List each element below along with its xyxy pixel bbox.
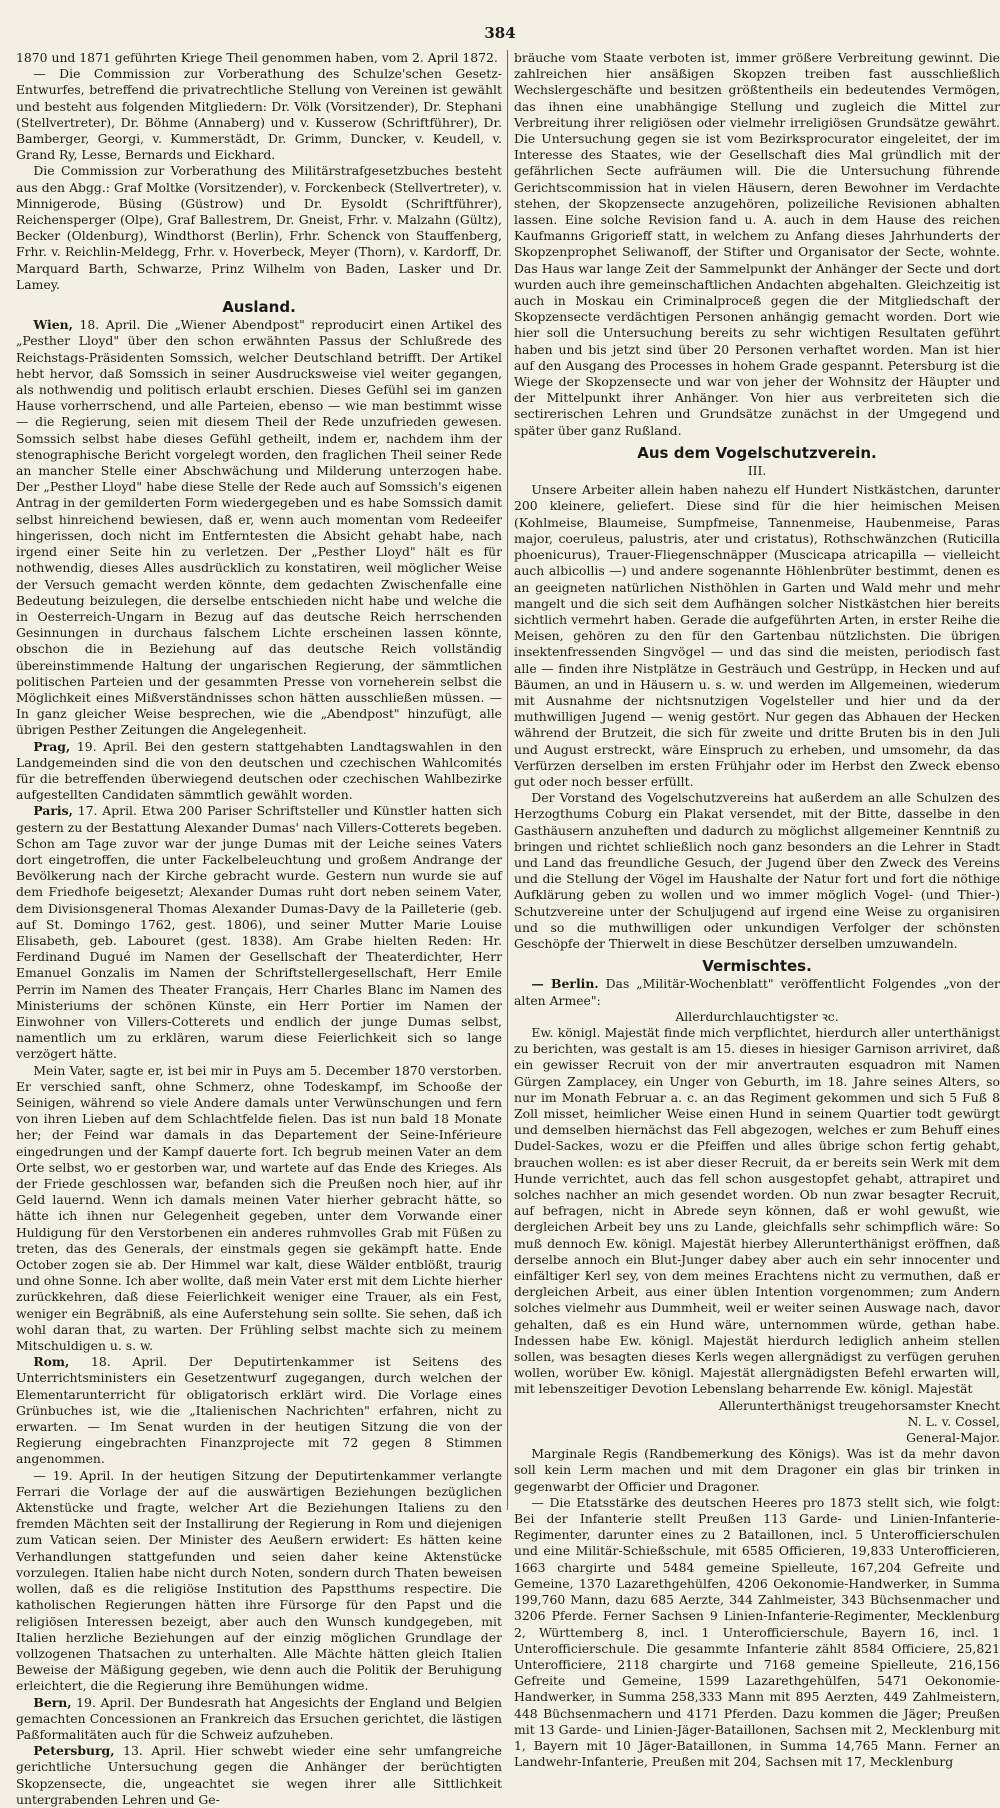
paragraph: bräuche vom Staate verboten ist, immer größere Verbreitung gewinnt. Die zahlreichen hier ansäßigen Skopzen treiben fast ausschließlich Wechslergeschäfte und besitzen größtentheils ein bedeutendes Vermögen, das ihnen eine unabhängige Stellung und zugleich die Mittel zur Verbreitung ihrer religiösen oder vielmehr irreligiösen Grundsätze gewährt. Die Untersuchung gegen sie ist vom Bezirksprocurator eingeleitet, der im Interesse des Staates, wie der Gesellschaft dies Mal gründlich mit der gefährlichen Secte aufräumen will. Die die Untersuchung führende Gerichtscommission hat in vielen Häusern, deren Bewohner im Verdachte stehen, der Skopzensecte anzugehören, polizeiliche Revisionen abhalten lassen. Eine solche Revision fand u. A. auch in dem Hause des reichen Kaufmanns Grigorieff statt, in welchem zu Anfang dieses Jahrhunderts der Skopzenprophet Seliwanoff, der Stifter und Organisator der Secte, wohnte. Das Haus war lange Zeit der Sammelpunkt der Anhänger der Secte und dort wurden auch ihre gemeinschaftlichen Andachten abgehalten. Gleichzeitig ist auch in Moskau ein Criminalproceß gegen die der Mitgliedschaft der Skopzensecte verdächtigen Personen anhängig gemacht worden. Dort wie hier soll die Untersuchung bereits zu sehr wichtigen Resultaten geführt haben und bis jetzt sind über 20 Personen verhaftet worden. Man ist hier auf den Ausgang des Processes in hohem Grade gespannt. Petersburg ist die Wiege der Skopzensecte und war von jeher der Wohnsitz der Häupter und der Mittelpunkt ihrer Anhänger. Von hier aus verbreiteten sich die sectirerischen Lehren und Grundsätze zunächst in der Umgegend und später über ganz Rußland. (514, 50, 1000, 438)
article-text: 17. April. Etwa 200 Pariser Schriftsteller und Künstler hatten sich gestern zu der Bestattung Alexander Dumas' nach Villers-Cotterets begeben. Schon am Tage zuvor war der junge Dumas mit der Leiche seines Vaters dort eingetroffen, die unter Fackelbeleuchtung und großem Andrange der Bevölkerung nach der Kirche gebracht wurde. Gestern nun wurde sie auf dem Friedhofe beigesetzt; Alexander Dumas ruht dort neben seinem Vater, dem Divisionsgeneral Thomas Alexander Dumas-Davy de la Pailleterie (geb. auf St. Domingo 1762, gest. 1806), und seiner Mutter Marie Louise Elisabeth, geb. Labouret (gest. 1838). Am Grabe hielten Reden: Hr. Ferdinand Dugué im Namen der Gesellschaft der Theaterdichter, Herr Emanuel Gonzalis im Namen der Schriftstellergesellschaft, Herr Emile Perrin im Namen des Theater Français, Herr Charles Blanc im Namen des Ministeriums der schönen Künste, ein Herr Portier im Namen der Einwohner von Villers-Cotterets und endlich der junge Dumas selbst, namentlich um zu erklären, warum diese Feierlichkeit sich so lange verzögert hätte. (16, 803, 502, 1062)
paragraph: — Die Etatsstärke des deutschen Heeres pro 1873 stellt sich, wie folgt: Bei der Infanterie stellt Preußen 113 Garde- und Linien-Infanterie-Regimenter, darunter eines zu 2 Bataillonen, incl. 5 Unterofficierschulen und eine Militär-Schießschule, mit 6585 Officieren, 19,833 Unterofficieren, 1663 chargirte und 5484 gemeine Spielleute, 167,204 Gefreite und Gemeine, 1370 Lazarethgehülfen, 4206 Oekonomie-Handwerker, in Summa 199,760 Mann, dazu 685 Aerzte, 344 Zahlmeister, 343 Büchsenmacher und 3206 Pferde. Ferner Sachsen 9 Linien-Infanterie-Regimenter, Mecklenburg 2, Württemberg 8, incl. 1 Unterofficierschule, Bayern 16, incl. 1 Unterofficierschule. Die gesammte Infanterie zählt 8584 Officiere, 25,821 Unterofficiere, 2118 chargirte und 7168 gemeine Spielleute, 216,156 Gefreite und Gemeine, 1599 Lazarethgehülfen, 5471 Oekonomie-Handwerker, in Summa 258,333 Mann mit 895 Aerzten, 449 Zahlmeistern, 448 Büchsenmachern und 4171 Pferden. Dazu kommen die Jäger; Preußen mit 13 Garde- und Linien-Jäger-Bataillonen, Sachsen mit 2, Mecklenburg mit 1, Bayern mit 10 Jäger-Bataillonen, in Summa 14,765 Mann. Ferner an Landwehr-Infanterie, Preußen mit 204, Sachsen mit 17, Mecklenburg (514, 1494, 1000, 1770)
dateline-place: Paris, (33, 803, 73, 819)
article-text: 19. April. Bei den gestern stattgehabten Landtagswahlen in den Landgemeinden sind die von den deutschen und czechischen Wahlcomités für die betreffenden überwiegend deutschen oder czechischen Wahlbezirke aufgestellten Candidaten sämmtlich gewählt worden. (16, 738, 502, 803)
paragraph: — Die Commission zur Vorberathung des Schulze'schen Gesetz-Entwurfes, betreffend die privatrechtliche Stellung von Vereinen ist gewählt und besteht aus folgenden Mitgliedern: Dr. Völk (Vorsitzender), Dr. Stephani (Stellvertreter), Dr. Böhme (Annaberg) und v. Kusserow (Schriftführer), Dr. Bamberger, Georgi, v. Kummerstädt, Dr. Grimm, Duncker, v. Keudell, v. Grand Ry, Lesse, Bernards und Eickhard. (16, 66, 502, 163)
letter-address: Allerdurchlauchtigster ꝛc. (675, 1008, 839, 1024)
paragraph: 1870 und 1871 geführten Kriege Theil genommen haben, vom 2. April 1872. (16, 50, 498, 65)
article-bern (16, 1695, 502, 1744)
article-berlin (514, 976, 1000, 1008)
paragraph: Ew. königl. Majestät finde mich verpflichtet, hierdurch aller unterthänigst zu berichten, was gestalt is am 15. dieses in hiesiger Garnison arriviret, daß ein gewisser Recruit von der mir anvertrauten esquadron mit Namen Gürgen Zamplacey, ein Unger von Geburth, im 18. Jahre seines Alters, so nur im Monath Februar a. c. an das Regiment gekommen und sich 5 Fuß 8 Zoll misset, heimlicher Weise einen Hund in seinem Quartier todt gewürgt und demselben hiernächst das Fell abgezogen, welches er zum Behuff eines Dudel-Sackes, wozu er die Pfeiffen und alles übrige schon fertig gehabt, brauchen wollen: es ist aber dieser Recruit, da er bereits sein Werk mit dem Hunde verrichtet, auch das fell schon ausgestopfet gehabt, attrapiret und solches nachher an mich gesendet worden. Ob nun zwar besagter Recruit, auf befragen, nicht in Abrede seyn können, daß er wohl gewußt, wie dergleichen Arbeit bey uns zu Lande, gleichfalls sehr schimpflich wäre: So muß dennoch Ew. königl. Majestät hierbey Allerunterthänigst eröffnen, daß derselbe annoch ein Blut-Junger dabey aber auch ein sehr innocenter und einfältiger Kerl sey, von dem meines Erachtens nicht zu vermuthen, daß er dergleichen Arbeit, aus einer üblen Intention vorgenommen; zum Andern solches vielmehr aus Dummheit, weil er weiter seinen Auswage nach, davor gehalten, daß es ein Hund wäre, unternommen würde, gethan habe. Indessen habe Ew. königl. Majestät hierdurch lediglich anheim stellen sollen, was besagten dieses Kerls wegen allergnädigst zu verfügen geruhen wollen, worüber Ew. königl. Majestät allergnädigsten Befehl erwarten will, mit lebenszeitiger Devotion Lebenslang beharrende Ew. königl. Majestät (514, 1024, 1000, 1397)
dateline-place: — Berlin. (531, 976, 599, 992)
article-text: 13. April. Hier schwebt wieder eine sehr umfangreiche gerichtliche Untersuchung gegen die Anhänger der berüchtigten Skopzensecte, die, ungeachtet sie wegen ihrer alle Sittlichkeit untergrabenden Lehren und Ge- (16, 1743, 502, 1807)
dateline-place: Wien, (33, 317, 73, 333)
right-column (514, 50, 1000, 1770)
section-heading-ausland: Ausland. (222, 298, 296, 317)
dateline-place: Rom, (33, 1354, 70, 1370)
article-text: 19. April. Der Bundesrath hat Angesichts der England und Belgien gemachten Concessionen an Frankreich das Ersuchen gerichtet, die lästigen Paßformalitäten auch für die Schweiz aufzuheben. (16, 1694, 502, 1742)
column-divider (507, 50, 508, 1510)
dateline-place: Bern, (33, 1694, 72, 1710)
article-paris (16, 803, 502, 1062)
article-text: 18. April. Die „Wiener Abendpost" reproducirt einen Artikel des „Pesther Lloyd" über den schon erwähnten Passus der Schlußrede des Reichstags-Präsidenten Somssich, welcher Deutschland betrifft. Der Artikel hebt hervor, daß Somssich in seiner Ausdrucksweise viel weiter gegangen, als nothwendig und politisch erlaubt erschien. Dieses Gefühl sei im ganzen Hause vorherrschend, und alle Parteien, ebenso — wie man bestimmt wisse — die Regierung, seien mit diesem Theil der Rede unzufrieden gewesen. Somssich selbst habe dieses Gefühl getheilt, indem er, nachdem ihm der stenographische Bericht vorgelegt worden, den fraglichen Theil seiner Rede an mancher Stelle einer Abschwächung und Milderung unterzogen habe. Der „Pesther Lloyd" habe diese Stelle der Rede auch auf Somssich's eigenen Antrag in der gemilderten Form wiedergegeben und es habe Somssich damit selbst hinreichend bewiesen, daß er, wenn auch momentan vom Redeeifer hingerissen, doch nicht im Entferntesten die Absicht gehabt habe, nach irgend einer Seite hin zu verletzen. Der „Pesther Lloyd" hält es für nothwendig, dieses Alles ausdrücklich zu konstatiren, weil möglicher Weise der Versuch gemacht werden könnte, dem gedachten Zwischenfalle eine Bedeutung beizulegen, die derselbe entschieden nicht habe und welche die in Oesterreich-Ungarn in Bezug auf das deutsche Reich herrschenden Gesinnungen in durchaus falschem Lichte erscheinen lassen könnte, obschon die in Beziehung auf das deutsche Reich vollständig übereinstimmende Haltung der ungarischen Regierung, der sämmtlichen politischen Parteien und der gesammten Presse von vorneherein selbst die Möglichkeit eines Mißverständnisses schon hätten ausschließen müssen. — In ganz gleicher Weise besprechen, wie die „Abendpost" hinzufügt, alle übrigen Pesther Zeitungen die Angelegenheit. (16, 317, 502, 738)
dateline-place: Petersburg, (33, 1743, 115, 1759)
article-rom (16, 1354, 502, 1467)
signature-rank: General-Major. (906, 1430, 1000, 1446)
paragraph: Der Vorstand des Vogelschutzvereins hat außerdem an alle Schulzen des Herzogthums Coburg ein Plakat versendet, mit der Bitte, dasselbe in den Gasthäusern anzuheften und dadurch zu möglichst allgemeiner Kenntniß zu bringen und richtet schließlich noch ganz besonders an die Lehrer in Stadt und Land das freundliche Gesuch, der Jugend über den Zweck des Vereins und die Stellung der Vögel im Haushalte der Natur fort und fort die nöthige Aufklärung geben zu wollen und wo immer möglich Vogel- (und Thier-) Schutzvereine unter der Schuljugend auf irgend eine Weise zu organisiren und so die muthwilligen oder unkundigen Verfolger der schönsten Geschöpfe der Thierwelt in diese Beschützer derselben umzuwandeln. (514, 790, 1000, 951)
section-heading-vermischtes: Vermischtes. (702, 957, 812, 976)
paragraph: Die Commission zur Vorberathung des Militärstrafgesetzbuches besteht aus den Abgg.: Graf Moltke (Vorsitzender), v. Forckenbeck (Stellvertreter), v. Minnigerode, Büsing (Güstrow) und Dr. Eysoldt (Schriftführer), Reichensperger (Olpe), Graf Ballestrem, Dr. Gneist, Frhr. v. Malzahn (Gültz), Becker (Oldenburg), Windthorst (Berlin), Frhr. Schenck von Stauffenberg, Frhr. v. Reichlin-Meldegg, Frhr. v. Hoverbeck, Meyer (Thorn), v. Kardorff, Dr. Marquard Barth, Schwarze, Prinz Wilhelm von Baden, Lasker und Dr. Lamey. (16, 163, 502, 292)
paragraph: Marginale Regis (Randbemerkung des Königs). Was ist da mehr davon soll kein Lerm machen und mit dem Dragoner ein glas bir trinken in gegenwarbt der Officier und Dragoner. (514, 1446, 1000, 1494)
article-prag (16, 739, 502, 804)
paragraph: Mein Vater, sagte er, ist bei mir in Puys am 5. December 1870 verstorben. Er verschied sanft, ohne Schmerz, ohne Todeskampf, im Schooße der Seinigen, während so viele Andere damals unter Verwünschungen und fern von ihren Lieben auf dem Schlachtfelde fielen. Das ist nun bald 18 Monate her; der Feind war damals in das Departement der Seine-Inférieure eingedrungen und der Kampf dauerte fort. Ich begrub meinen Vater an dem Orte selbst, wo er gestorben war, und wartete auf das Ende des Krieges. Als der Friede geschlossen war, befanden sich die Preußen noch hier, auf ihr Geld lauernd. Wenn ich damals meinen Vater hierher gebracht hätte, so hätte ich ihnen nur Gelegenheit gegeben, unter dem Vorwande einer Huldigung für den Verstorbenen ein anderes ruhmvolles Grab mit Füßen zu treten, das des Generals, der einstmals gegen sie gekämpft hatte. Ende October zogen sie ab. Der Himmel war kalt, diese Wälder entblößt, traurig und ohne Sonne. Ich aber wollte, daß mein Vater erst mit dem Lichte hierher zurückkehren, daß diese Feierlichkeit weniger eine Trauer, als ein Fest, weniger ein Begräbniß, als eine Auferstehung sein sollte. Sie sehen, daß ich wohl daran that, zu warten. Der Frühling selbst machte sich zu meinem Mitschuldigen u. s. w. (16, 1062, 502, 1354)
article-wien (16, 317, 502, 738)
left-column (16, 50, 502, 1808)
section-heading-vogelschutz: Aus dem Vogelschutzverein. (637, 443, 877, 462)
signature-name: N. L. v. Cossel, (907, 1413, 1000, 1429)
letter-closing: Allerunterthänigst treugehorsamster Knecht (718, 1397, 1000, 1413)
dateline-place: Prag, (33, 738, 71, 754)
page-number: 384 (484, 24, 516, 42)
paragraph: — 19. April. In der heutigen Sitzung der Deputirtenkammer verlangte Ferrari die Vorlage der auf die auswärtigen Beziehungen bezüglichen Aktenstücke und fragte, welcher Art die Beziehungen Italiens zu den fremden Mächten seit der Installirung der Regierung in Rom und diejenigen zum Vatican seien. Der Minister des Aeußern erwidert: Es hätten keine Verhandlungen stattgefunden und seien daher keine Aktenstücke vorzulegen. Italien habe nicht durch Noten, sondern durch Thaten beweisen wollen, daß es die religiöse Institution des Papstthums respectire. Die katholischen Regierungen hätten ihre Fürsorge für den Papst und die religiösen Interessen bezeigt, aber auch den Wunsch kundgegeben, mit Italien herzliche Beziehungen auf der einzig möglichen Grundlage der vollzogenen Thatsachen zu unterhalten. Alle Mächte hätten gleich Italien Beweise der Mäßigung gegeben, wie denn auch die Politik der Beruhigung erleichtert, die die Regierung ihre Bemühungen widme. (16, 1467, 502, 1694)
paragraph: Unsere Arbeiter allein haben nahezu elf Hundert Nistkästchen, darunter 200 kleinere, geliefert. Diese sind für die hier heimischen Meisen (Kohlmeise, Blaumeise, Sumpfmeise, Tannenmeise, Haubenmeise, Paras major, coeruleus, palustris, ater und cristatus), Rothschwänzchen (Ruticilla phoenicurus), Trauer-Fliegenschnäpper (Muscicapa atricapilla — vielleicht auch albicollis —) und andere sogenannte Höhlenbrüter bestimmt, denen es an geeigneten natürlichen Nisthöhlen in Garten und Wald mehr und mehr mangelt und die sich seit dem Aufhängen solcher Nistkästchen hier bereits sichtlich vermehrt haben. Gerade die aufgeführten Arten, in erster Reihe die Meisen, gehören zu den für den Gartenbau nützlichsten. Die übrigen insektenfressenden Singvögel — und das sind die meisten, periodisch fast alle — finden ihre Nistplätze in Gesträuch und Gestrüpp, in Hecken und auf Bäumen, an und in Häusern u. s. w. und werden im Allgemeinen, wiederum mit Ausnahme der nichtsnutzigen Vogelsteller und hier und da der muthwilligen Jugend — wenig gestört. Nur gegen das Abhauen der Hecken während der Brutzeit, die sich für zweite und dritte Bruten bis in den Juli und August erstreckt, wäre Einspruch zu erheben, und umsomehr, da das Verfürzen derselben im ersten Frühjahr oder im Herbst den Zweck ebenso gut oder noch besser erfüllt. (514, 482, 1000, 789)
section-number: III. (747, 463, 767, 479)
article-text: Das „Militär-Wochenblatt" veröffentlicht Folgendes „von der alten Armee": (514, 976, 1000, 1008)
article-petersburg (16, 1743, 502, 1808)
article-text: 18. April. Der Deputirtenkammer ist Seitens des Unterrichtsministers ein Gesetzentwurf zugegangen, durch welchen der Elementarunterricht für obligatorisch erklärt wird. Die Vorlage eines Grünbuches ist, wie die „Italienischen Nachrichten" erfahren, nicht zu erwarten. — Im Senat wurden in der heutigen Sitzung die von der Regierung eingebrachten Finanzprojecte mit 72 gegen 8 Stimmen angenommen. (16, 1354, 502, 1467)
